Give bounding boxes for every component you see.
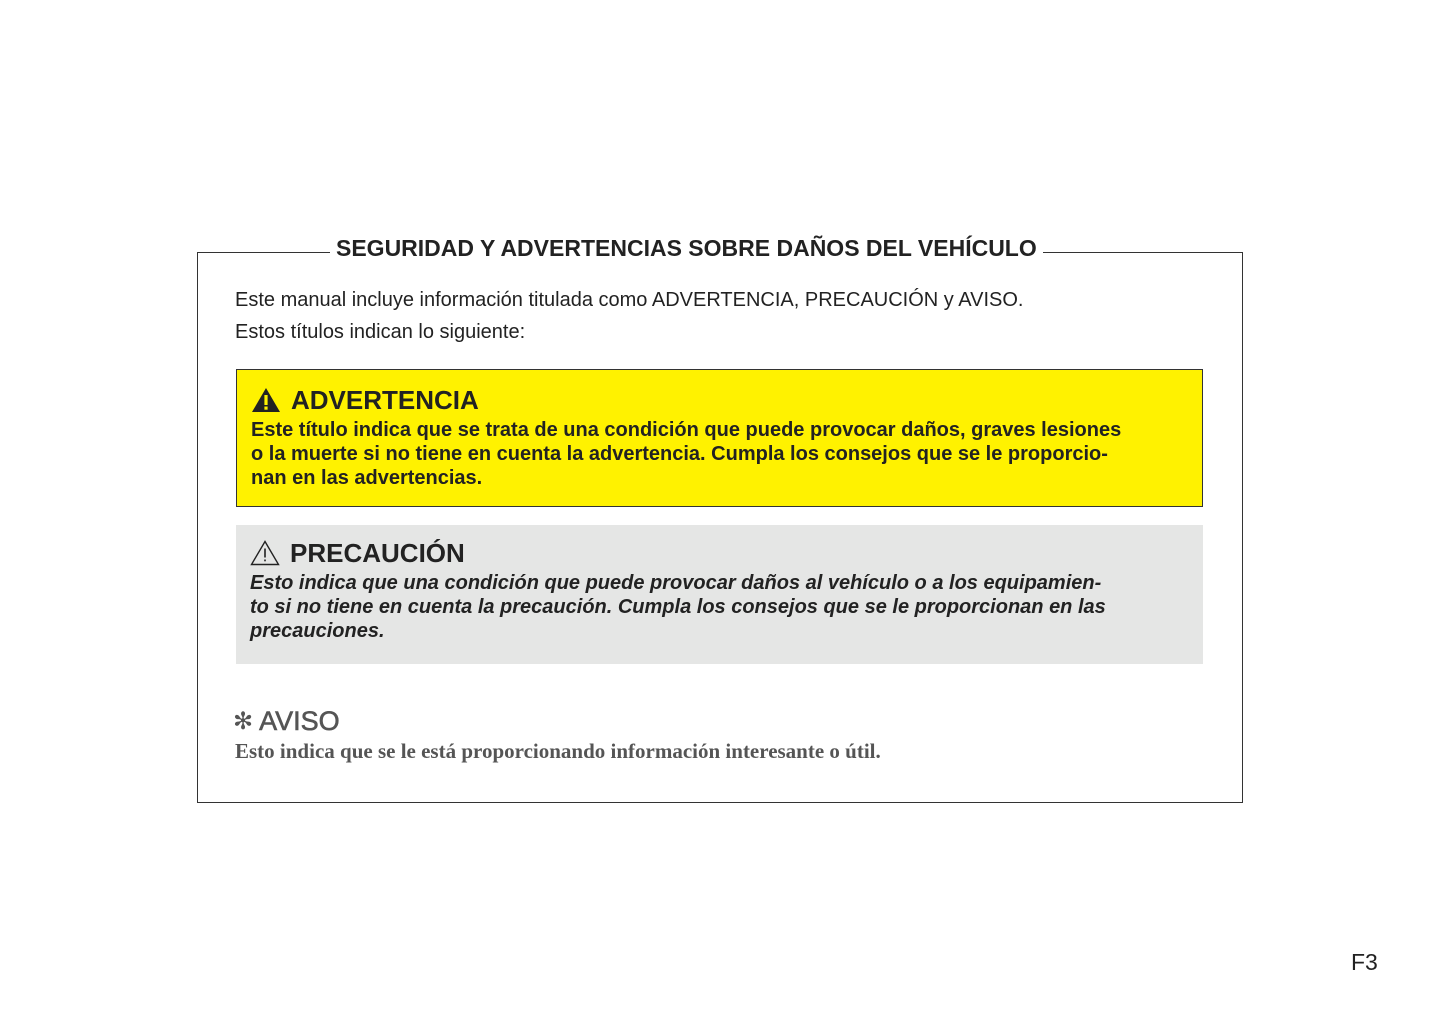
caution-line: precauciones. (250, 620, 385, 642)
warning-triangle-outline-icon (250, 538, 284, 568)
intro-line: Este manual incluye información titulada como ADVERTENCIA, PRECAUCIÓN y AVISO. (235, 289, 1024, 311)
warning-line: Este título indica que se trata de una condición que puede provocar daños, graves lesiones (251, 419, 1122, 441)
caution-line: Esto indica que una condición que puede provocar daños al vehículo o a los equipamien- (250, 572, 1102, 594)
section-title: SEGURIDAD Y ADVERTENCIAS SOBRE DAÑOS DEL VEHÍCULO (330, 233, 1043, 263)
caution-text (250, 571, 1189, 643)
notice-label: AVISO (259, 706, 340, 736)
caution-heading (250, 535, 1189, 571)
warning-line: o la muerte si no tiene en cuenta la advertencia. Cumpla los consejos que se le proporcio- (251, 443, 1108, 465)
caution-line: to si no tiene en cuenta la precaución. Cumpla los consejos que se le proporcionan en las (250, 596, 1106, 618)
warning-line: nan en las advertencias. (251, 467, 483, 489)
warning-triangle-filled-icon (251, 385, 285, 415)
intro-text (235, 284, 1023, 348)
warning-box (236, 369, 1203, 507)
asterisk-icon: ✻ (233, 707, 254, 735)
warning-heading (251, 382, 1188, 418)
intro-line: Estos títulos indican lo siguiente: (235, 321, 526, 343)
warning-text (251, 418, 1188, 490)
warning-label: ADVERTENCIA (291, 385, 479, 415)
page-number: F3 (1351, 949, 1378, 975)
notice-block (233, 705, 881, 765)
caution-label: PRECAUCIÓN (290, 538, 465, 568)
caution-box (236, 525, 1203, 664)
notice-text: Esto indica que se le está proporcionando información interesante o útil. (235, 739, 881, 763)
notice-heading (233, 705, 881, 737)
